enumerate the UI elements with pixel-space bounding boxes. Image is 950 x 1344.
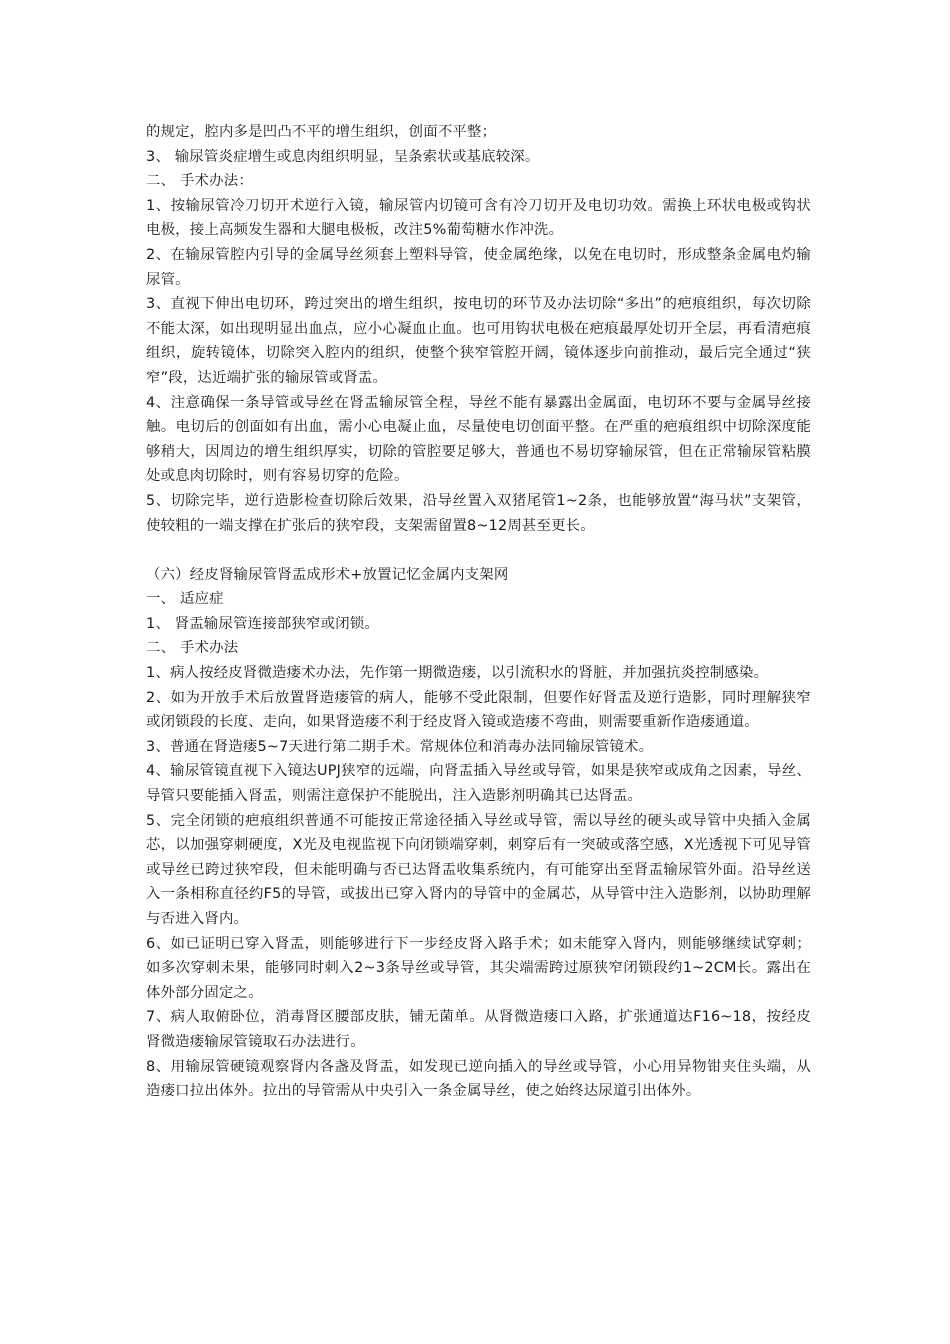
paragraph: 7、病人取俯卧位，消毒肾区腰部皮肤，铺无菌单。从肾微造瘘口入路，扩张通道达F16~18，按经皮肾微造瘘输尿管镜取石办法进行。 xyxy=(146,1009,811,1050)
paragraph: 5、完全闭锁的疤痕组织普通不可能按正常途径插入导丝或导管，需以导丝的硬头或导管中央插入金属芯，以加强穿刺硬度，X光及电视监视下向闭锁端穿刺，刺穿后有一突破或落空感，X光透视下可见导管或导丝已跨过狭窄段，但未能明确与否已达肾盂收集系统内，有可能穿出至肾盂输尿管外面。沿导丝送入一条相称直径约F5的导管，或拔出已穿入肾内的导管中的金属芯，从导管中注入造影剂，以协助理解与否进入肾内。 xyxy=(146,812,811,927)
chapter-title: （六）经皮肾输尿管肾盂成形术+放置记忆金属内支架网 xyxy=(146,566,509,583)
paragraph: 3、直视下伸出电切环，跨过突出的增生组织，按电切的环节及办法切除“多出”的疤痕组织，每次切除不能太深，如出现明显出血点，应小心凝血止血。也可用钩状电极在疤痕最厚处切开全层，再看清疤痕组织，旋转镜体，切除突入腔内的组织，使整个狭窄管腔开阔，镜体逐步向前推动，最后完全通过“狭窄”段，达近端扩张的输尿管或肾盂。 xyxy=(146,296,811,386)
paragraph: 4、输尿管镜直视下入镜达UPJ狭窄的远端，向肾盂插入导丝或导管，如果是狭窄或成角之因素，导丝、导管只要能插入肾盂，则需注意保护不能脱出，注入造影剂明确其已达肾盂。 xyxy=(146,763,811,805)
paragraph: 3、普通在肾造瘘5~7天进行第二期手术。常规体位和消毒办法同输尿管镜术。 xyxy=(146,738,654,755)
paragraph: 的规定，腔内多是凹凸不平的增生组织，创面不平整； xyxy=(146,124,497,140)
section-heading: 二、 手术办法： xyxy=(146,173,253,190)
document-body xyxy=(146,120,811,1104)
paragraph: 1、病人按经皮肾微造瘘术办法，先作第一期微造瘘，以引流积水的肾脏，并加强抗炎控制感染。 xyxy=(146,665,769,682)
paragraph: 4、注意确保一条导管或导丝在肾盂输尿管全程，导丝不能有暴露出金属面，电切环不要与金属导丝接触。电切后的创面如有出血，需小心电凝止血，尽量使电切创面平整。在严重的疤痕组织中切除深度能够稍大，因周边的增生组织厚实，切除的管腔要足够大，普通也不易切穿输尿管，但在正常输尿管粘膜处或息肉切除时，则有容易切穿的危险。 xyxy=(146,394,811,485)
paragraph: 6、如已证明已穿入肾盂，则能够进行下一步经皮肾入路手术；如未能穿入肾内，则能够继续试穿刺；如多次穿刺未果，能够同时刺入2~3条导丝或导管，其尖端需跨过原狭窄闭锁段约1~2CM长。露出在体外部分固定之。 xyxy=(146,935,811,1001)
paragraph: 3、 输尿管炎症增生或息肉组织明显，呈条索状或基底较深。 xyxy=(146,148,540,165)
paragraph: 5、切除完毕，逆行造影检查切除后效果，沿导丝置入双猪尾管1~2条，也能够放置“海马状”支架管，使较粗的一端支撑在扩张后的狭窄段，支架需留置8~12周甚至更长。 xyxy=(146,492,811,534)
section-heading: 一、 适应症 xyxy=(146,591,224,608)
paragraph: 1、按输尿管冷刀切开术逆行入镜，输尿管内切镜可含有冷刀切开及电切功效。需换上环状电极或钩状电极，接上高频发生器和大腿电极板，改注5%葡萄糖水作冲洗。 xyxy=(146,197,811,239)
paragraph: 2、如为开放手术后放置肾造瘘管的病人，能够不受此限制，但要作好肾盂及逆行造影，同时理解狭窄或闭锁段的长度、走向，如果肾造瘘不利于经皮肾入镜或造瘘不弯曲，则需要重新作造瘘通道。 xyxy=(146,689,811,731)
paragraph: 2、在输尿管腔内引导的金属导丝须套上塑料导管，使金属绝缘，以免在电切时，形成整条金属电灼输尿管。 xyxy=(146,246,811,288)
paragraph: 8、用输尿管硬镜观察肾内各盏及肾盂，如发现已逆向插入的导丝或导管，小心用异物钳夹住头端，从造瘘口拉出体外。拉出的导管需从中央引入一条金属导丝，使之始终达尿道引出体外。 xyxy=(146,1058,811,1100)
paragraph-spacer xyxy=(146,538,811,563)
paragraph: 1、 肾盂输尿管连接部狭窄或闭锁。 xyxy=(146,615,379,632)
section-heading: 二、 手术办法 xyxy=(146,640,239,657)
